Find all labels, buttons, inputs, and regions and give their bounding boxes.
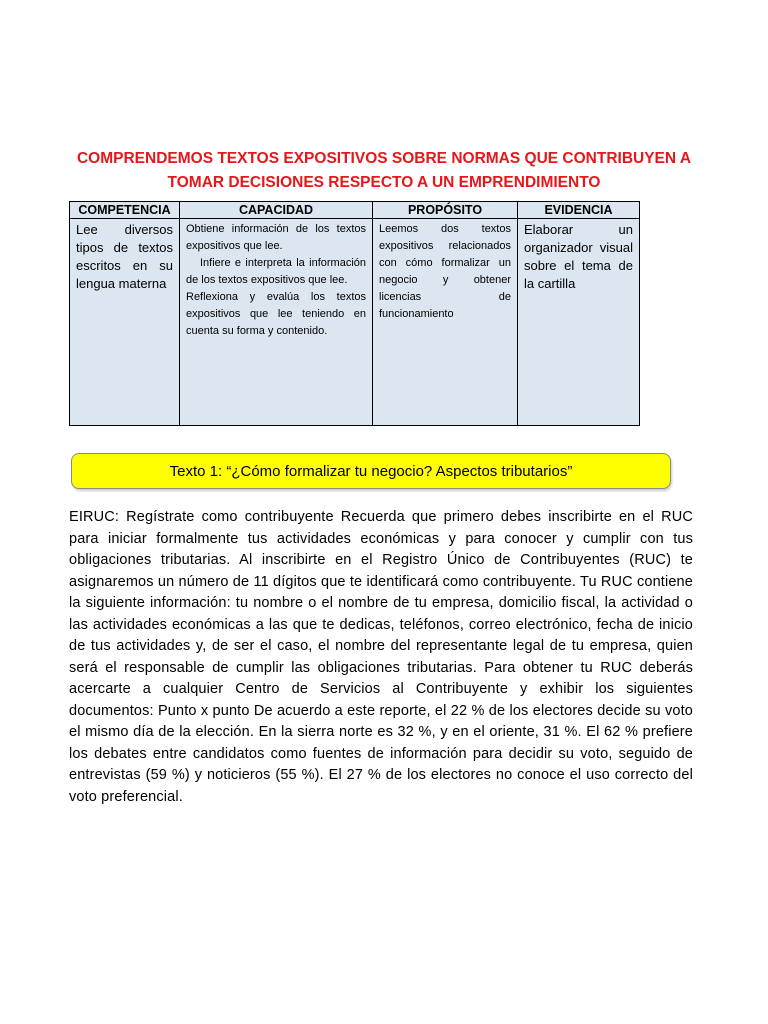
page-title [60,147,708,195]
capacidad-item-3: Reflexiona y evalúa los textos expositivos que lee teniendo en cuenta su forma y contenido. [186,291,366,337]
title-line-1: COMPRENDEMOS TEXTOS EXPOSITIVOS SOBRE NORMAS QUE CONTRIBUYEN A [76,150,692,167]
table-row [70,219,640,426]
header-proposito: PROPÓSITO [373,202,518,219]
header-evidencia: EVIDENCIA [518,202,640,219]
cell-competencia: Lee diversos tipos de textos escritos en su lengua materna [70,219,180,426]
title-line-2: TOMAR DECISIONES RESPECTO A UN EMPRENDIMIENTO [167,174,601,191]
capacidad-item-1: Obtiene información de los textos expositivos que lee. [186,223,366,252]
competency-table [69,201,640,426]
body-paragraph: EIRUC: Regístrate como contribuyente Recuerda que primero debes inscribirte en el RUC para iniciar formalmente tus actividades económicas y para conocer y cumplir con tus obligaciones tributarias. Al inscribirte en el Registro Único de Contribuyentes (RUC) te asignaremos un número de 11 dígitos que te identificará como contribuyente. Tu RUC contiene la siguiente información: tu nombre o el nombre de tu empresa, domicilio fiscal, la actividad o las actividades económicas a las que te dedicas, teléfonos, correo electrónico, fecha de inicio de tus actividades y, de ser el caso, el nombre del representante legal de tu empresa, quien será el responsable de cumplir las obligaciones tributarias. Para obtener tu RUC deberás acercarte a cualquier Centro de Servicios al Contribuyente y exhibir los siguientes documentos: Punto x punto De acuerdo a este reporte, el 22 % de los electores decide su voto el mismo día de la elección. En la sierra norte es 32 %, y en el oriente, 31 %. El 62 % prefiere los debates entre candidatos como fuentes de información para decidir su voto, seguido de entrevistas (59 %) y noticieros (55 %). El 27 % de los electores no conoce el uso correcto del voto preferencial. [69,509,693,805]
capacidad-item-2: Infiere e interpreta la información de los textos expositivos que lee. [186,257,366,286]
banner-label: Texto 1: “¿Cómo formalizar tu negocio? Aspectos tributarios” [169,462,573,480]
cell-capacidad [180,219,373,426]
cell-evidencia: Elaborar un organizador visual sobre el tema de la cartilla [518,219,640,426]
table-header-row [70,202,640,219]
cell-proposito: Leemos dos textos expositivos relacionados con cómo formalizar un negocio y obtener licencias de funcionamiento [373,219,518,426]
text-1-banner [71,453,671,489]
header-competencia: COMPETENCIA [70,202,180,219]
header-capacidad: CAPACIDAD [180,202,373,219]
